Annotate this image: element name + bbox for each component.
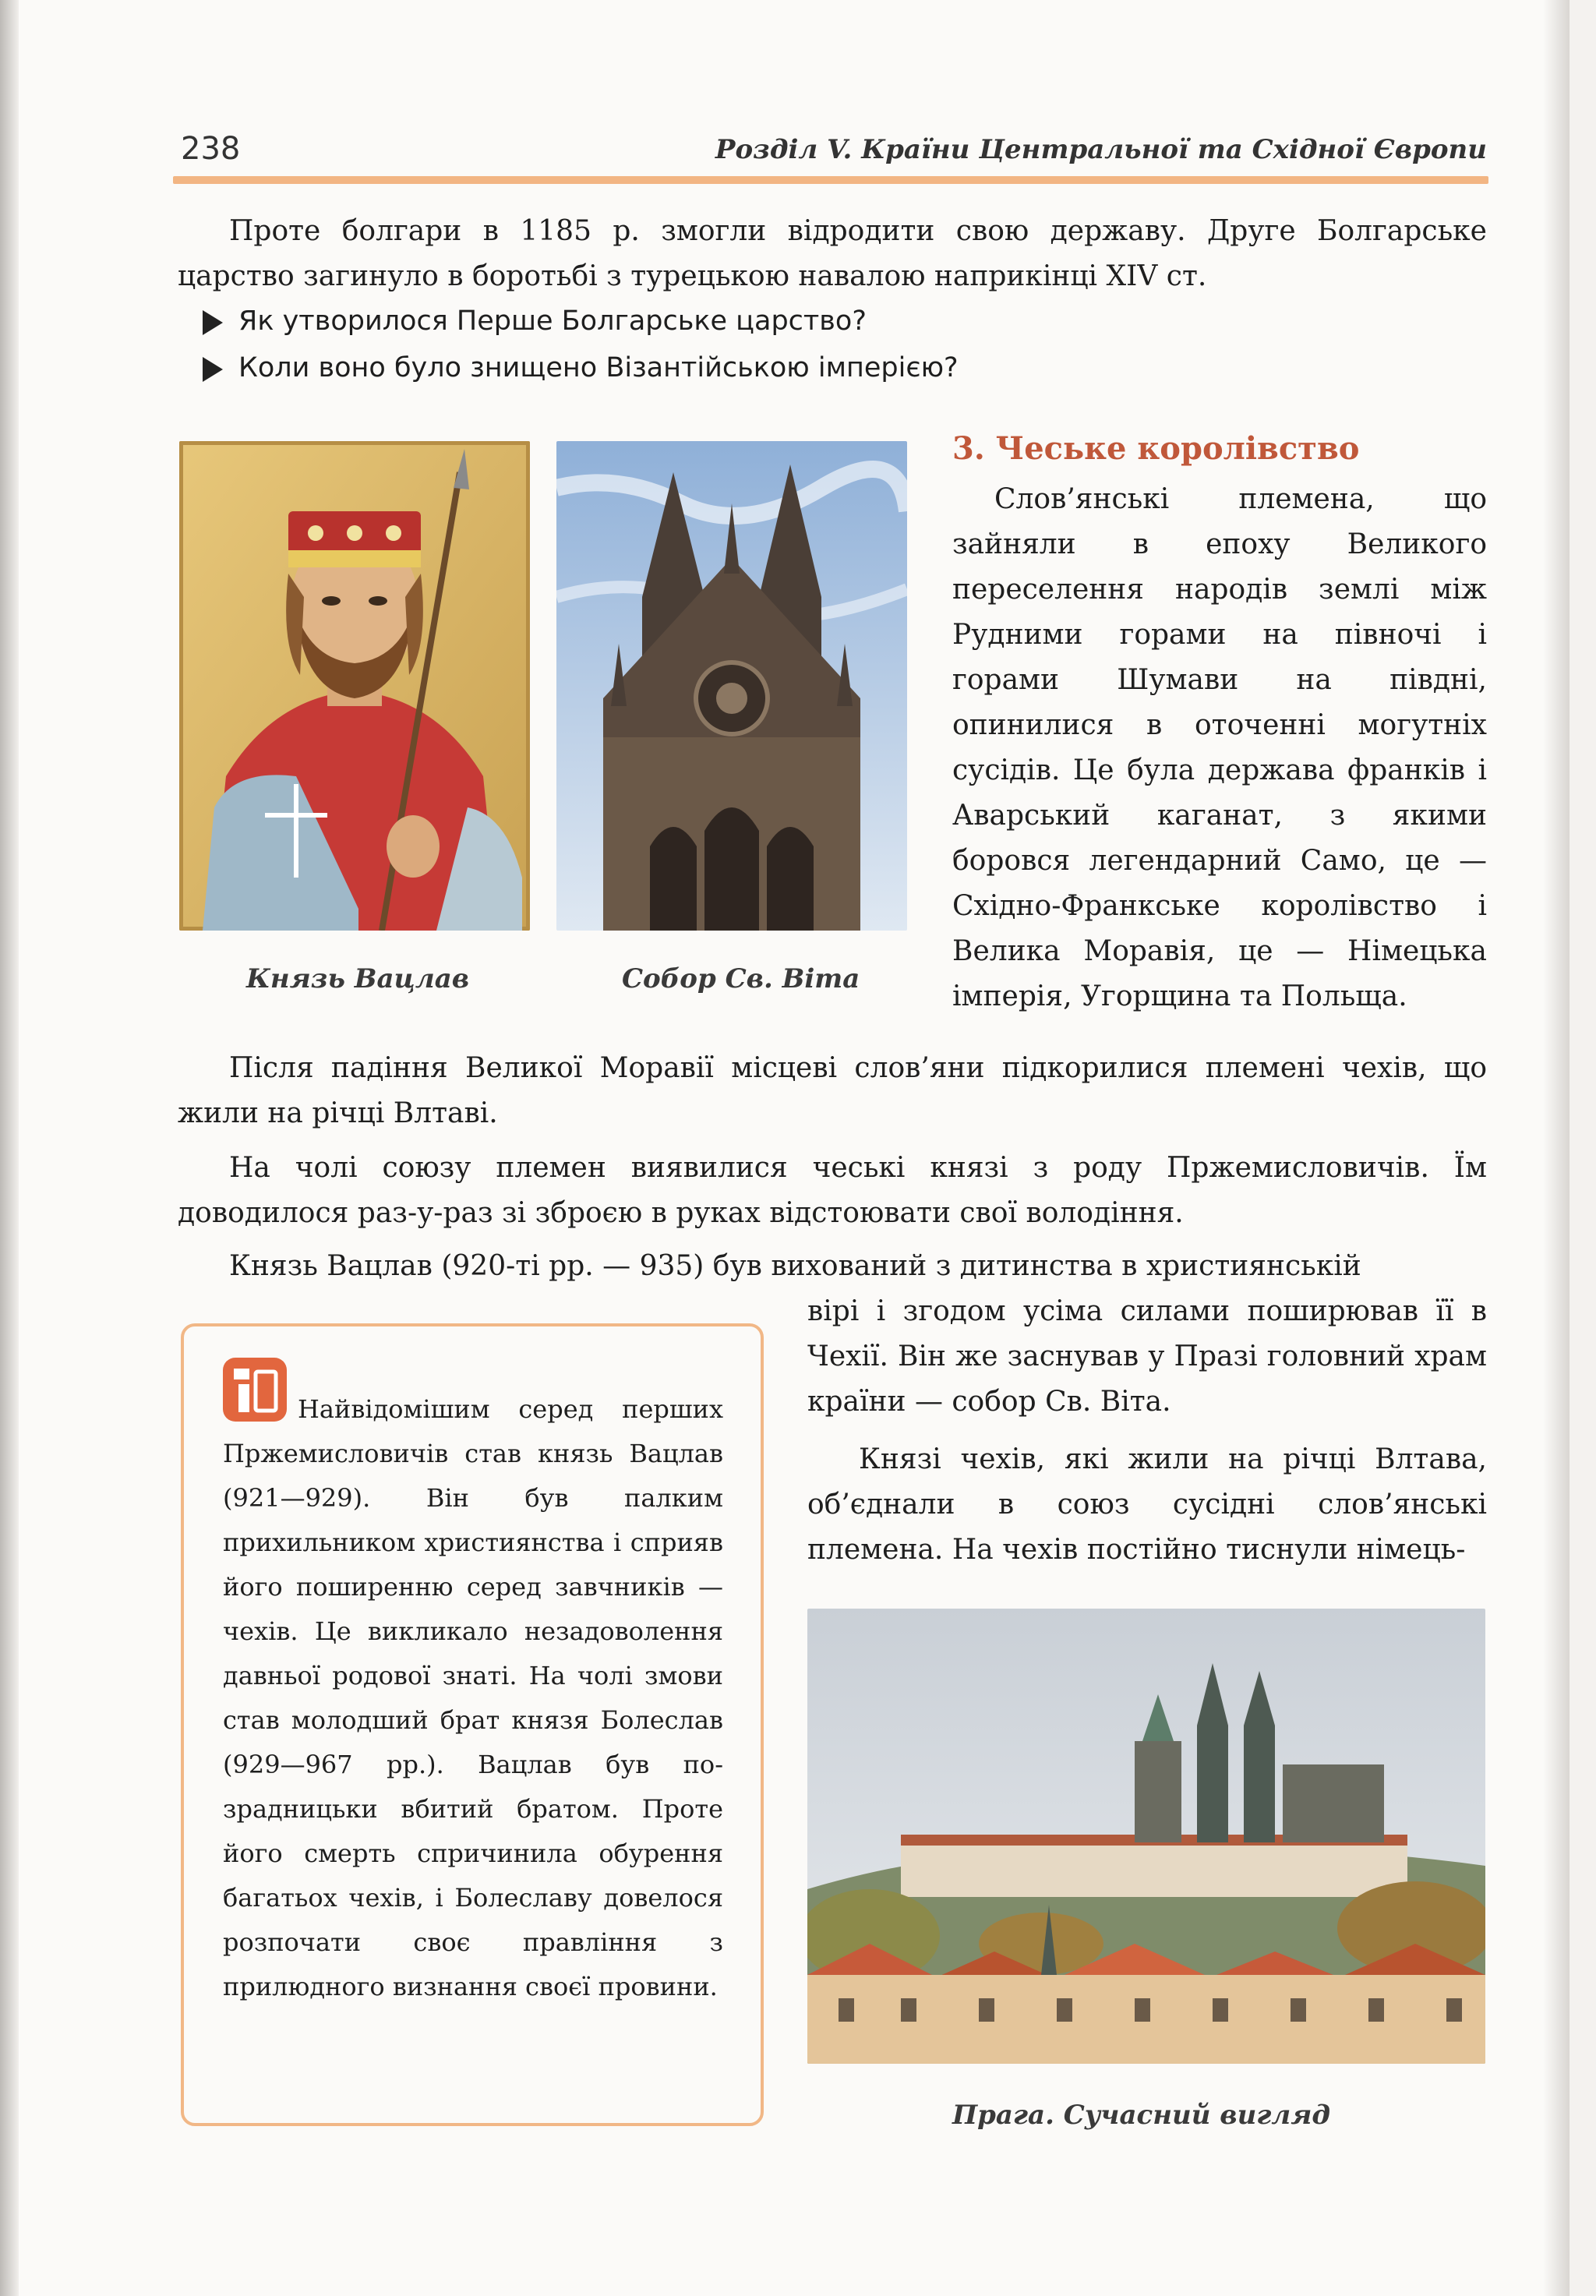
question-1-text: Як утворилося Перше Болгарське царство? <box>238 306 867 337</box>
paragraph-czech-princes: Князі чехів, які жили на річці Влтава, об’єднали в союз сусідні слов’янські племена. На чехів постійно тиснули німець- <box>807 1443 1487 1566</box>
intro-paragraph: Проте болгари в 1185 р. змогли відродити свою державу. Друге Болгарське царство загинуло в боротьбі з турецькою навалою наприкінці XIV ст. <box>178 215 1487 292</box>
header-rule <box>173 176 1488 184</box>
prince-wenceslaus-icon-image <box>179 441 530 931</box>
info-box-text <box>223 1387 723 2009</box>
paragraph-premyslids: На чолі союзу племен виявилися чеські князі з роду Пржемисловичів. Їм доводилося раз-у-раз зі зброєю в руках відстоювати свої володіння. <box>178 1152 1487 1229</box>
paragraph-wenceslaus-cont: вірі і згодом усіма силами поширював її в Чехії. Він же заснував у Празі головний храм країни — собор Св. Віта. <box>807 1295 1487 1418</box>
arrow-bullet-icon <box>203 357 223 382</box>
arrow-bullet-icon <box>203 310 223 335</box>
icon-caption: Князь Вацлав <box>246 963 470 994</box>
info-box-body: Найвідомішим серед перших Пржемисловичів став князь Вацлав (921—929). Він був палким прихильником християнства і сприяв його поширенню серед завчників — чехів. Це викликало незадоволення давньої родової знаті. На чолі змови став молодший брат князя Болеслав (929—967 рр.). Вацлав був по-зрадницьки вбитий братом. Проте його смерть спричинила обурення багатьох чехів, і Болеславу довелося розпочати своє правління з прилюдного визнання своєї провини. <box>223 1394 723 2001</box>
paragraph-wenceslaus-start: Князь Вацлав (920-ті рр. — 935) був вихований з дитинства в християнській <box>229 1250 1361 1282</box>
question-1 <box>238 306 867 337</box>
running-head: Розділ V. Країни Центральної та Східної Європи <box>715 134 1487 165</box>
section-column-text: Слов’янські племена, що зайняли в епоху Великого переселення народів землі між Рудними горами на півночі і горами Шумави на півдні, опинилися в оточенні могутніх сусідів. Це була держава франків і Аварський каганат, з якими боровся легендарний Само, це — Східно-Франкське королівство і Велика Моравія, це — Німецька імперія, Угорщина та Польща. <box>952 483 1487 1012</box>
question-2 <box>238 352 959 383</box>
paragraph-moravia: Після падіння Великої Моравії місцеві слов’яни підкорилися племені чехів, що жили на річці Влтаві. <box>178 1052 1487 1129</box>
page-gutter-shadow <box>0 0 19 2296</box>
prague-caption: Прага. Сучасний вигляд <box>952 2100 1331 2131</box>
prague-modern-view-image <box>807 1609 1485 2064</box>
page-number: 238 <box>181 131 241 167</box>
section-title: 3. Чеське королівство <box>952 430 1360 467</box>
cathedral-caption: Собор Св. Віта <box>622 963 860 994</box>
st-vitus-cathedral-image <box>556 441 907 931</box>
question-2-text: Коли воно було знищено Візантійською імперією? <box>238 352 959 383</box>
page-edge-shadow <box>1543 0 1570 2296</box>
